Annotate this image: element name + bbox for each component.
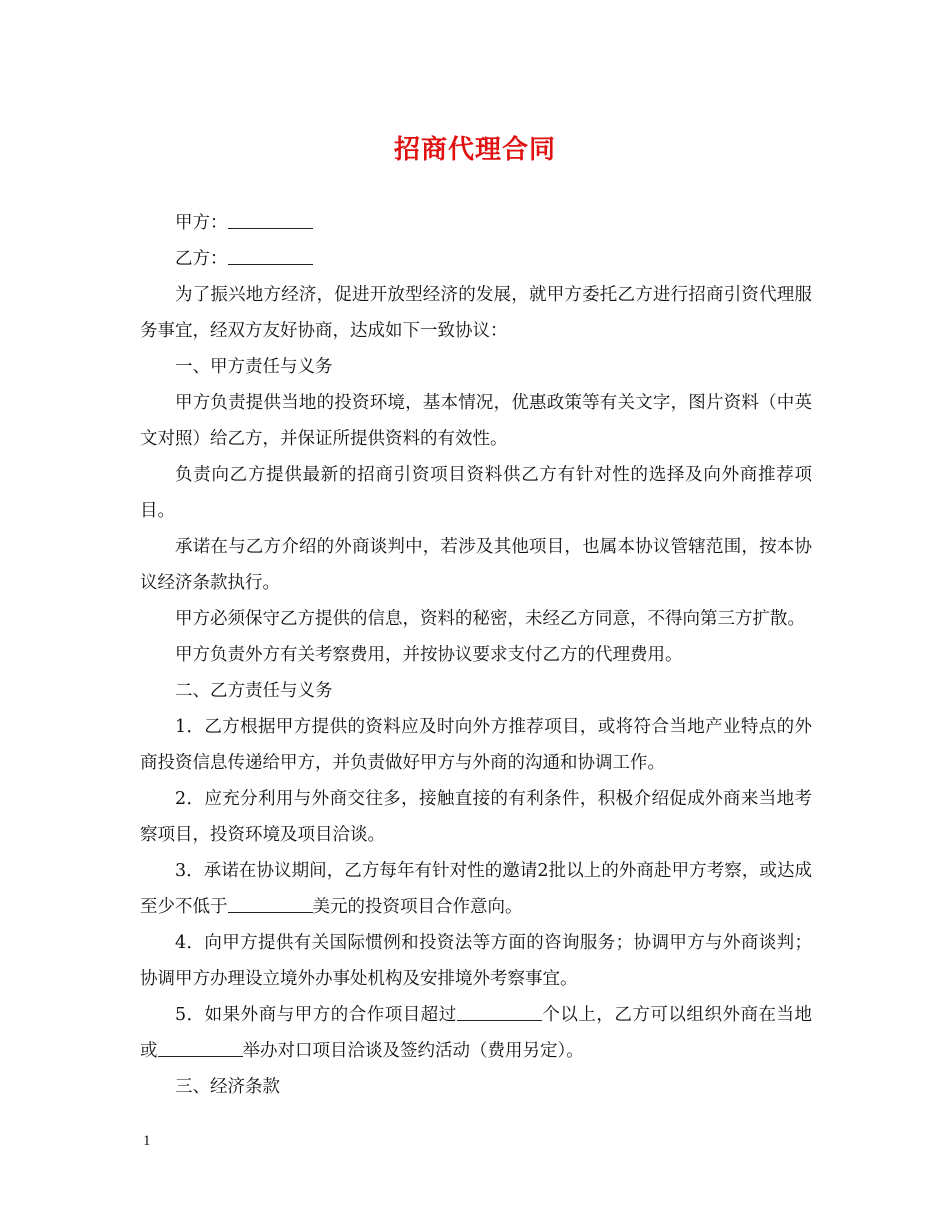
section-2-item-3: [140, 853, 812, 925]
section-2-item-5-text-b: 个以上，乙方可以组织外商在当地或: [140, 1005, 813, 1061]
section-2-item-5-text-c: 举办对口项目洽谈及签约活动（费用另定）。: [242, 1041, 584, 1061]
section-1-heading: 一、甲方责任与义务: [175, 357, 333, 377]
party-b-label: 乙方：: [175, 249, 228, 269]
section-2-item-2: 2．应充分利用与外商交往多，接触直接的有利条件，积极介绍促成外商来当地考察项目，投资环境及项目洽谈。: [140, 789, 812, 845]
section-3-heading: 三、经济条款: [175, 1077, 280, 1097]
section-1-paragraph-2: 负责向乙方提供最新的招商引资项目资料供乙方有针对性的选择及向外商推荐项目。: [140, 465, 812, 521]
section-1-paragraph-4: 甲方必须保守乙方提供的信息，资料的秘密，未经乙方同意，不得向第三方扩散。: [175, 609, 805, 629]
section-1-paragraph-1: 甲方负责提供当地的投资环境，基本情况，优惠政策等有关文字，图片资料（中英文对照）给乙方，并保证所提供资料的有效性。: [140, 393, 812, 449]
document-title: 招商代理合同: [393, 135, 556, 165]
party-a-label: 甲方：: [175, 213, 228, 233]
investment-amount-blank: [228, 894, 313, 913]
location-blank: [158, 1038, 243, 1057]
section-1-paragraph-5: 甲方负责外方有关考察费用，并按协议要求支付乙方的代理费用。: [175, 645, 683, 665]
intro-paragraph: 为了振兴地方经济，促进开放型经济的发展，就甲方委托乙方进行招商引资代理服务事宜，经双方友好协商，达成如下一致协议：: [140, 285, 812, 341]
section-2-item-3-text-b: 美元的投资项目合作意向。: [312, 897, 523, 917]
party-a-line: [140, 205, 812, 241]
document-body: [140, 205, 812, 1105]
party-b-blank: [228, 246, 313, 265]
section-2-heading: 二、乙方责任与义务: [175, 681, 333, 701]
party-b-line: [140, 241, 812, 277]
party-a-blank: [228, 210, 313, 229]
section-2-item-3-text-a: 3．承诺在协议期间，乙方每年有针对性的邀请2批以上的外商赴甲方考察，或达成至少不低于: [140, 861, 812, 917]
section-2-item-5-text-a: 5．如果外商与甲方的合作项目超过: [175, 1005, 457, 1025]
section-1-paragraph-3: 承诺在与乙方介绍的外商谈判中，若涉及其他项目，也属本协议管辖范围，按本协议经济条款执行。: [140, 537, 812, 593]
section-2-item-5: [140, 997, 812, 1069]
project-count-blank: [457, 1002, 542, 1021]
section-2-item-1: 1．乙方根据甲方提供的资料应及时向外方推荐项目，或将符合当地产业特点的外商投资信息传递给甲方，并负责做好甲方与外商的沟通和协调工作。: [140, 717, 812, 773]
section-2-item-4: 4．向甲方提供有关国际惯例和投资法等方面的咨询服务；协调甲方与外商谈判；协调甲方办理设立境外办事处机构及安排境外考察事宜。: [140, 933, 812, 989]
page-number: 1: [143, 1133, 151, 1149]
